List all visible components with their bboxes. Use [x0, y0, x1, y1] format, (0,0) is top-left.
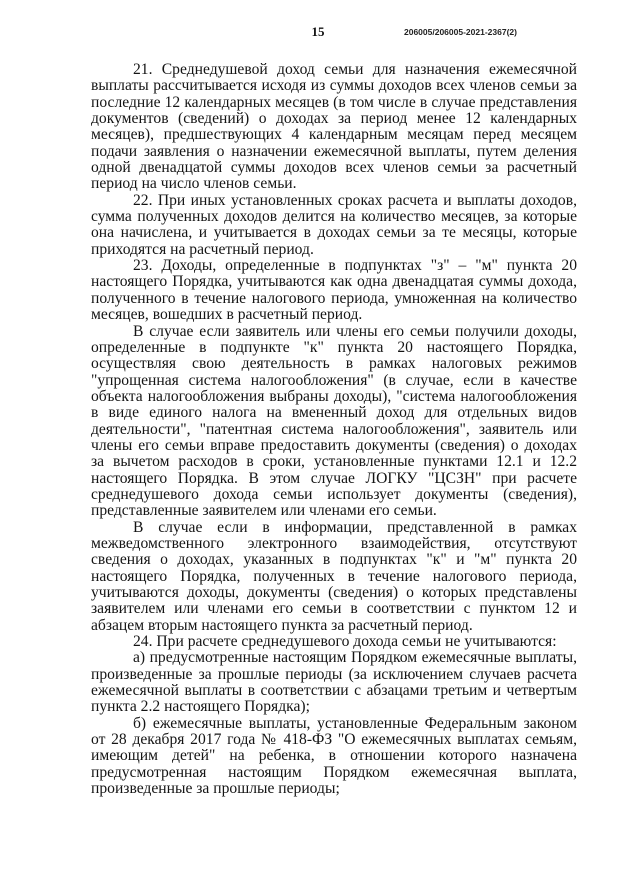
page-number: 15	[311, 24, 325, 39]
paragraph-24: 24. При расчете среднедушевого дохода семьи не учитываются:	[133, 633, 557, 651]
paragraph-23-part-3: В случае если в информации, представленной в рамках межведомственного электронного взаимодействия, отсутствуют сведения о доходах, указанных в подпунктах "к" и "м" пункта 20 настоящего Порядка, полученных в течение налогового периода, учитываются доходы, документы (сведения) о которых представлены заявителем или членами его семьи в соответствии с пунктом 12 и абзацем вторым настоящего пункта за расчетный период.	[91, 518, 577, 634]
paragraph-22: 22. При иных установленных сроках расчета и выплаты доходов, сумма полученных доходов делится на количество месяцев, за которые она начислена, и учитывается в доходах семьи за те месяцы, которые приходятся на расчетный период.	[91, 191, 577, 258]
paragraph-23: 23. Доходы, определенные в подпунктах "з" – "м" пункта 20 настоящего Порядка, учитываются как одна двенадцатая суммы дохода, полученного в течение налогового периода, умноженная на количество месяцев, вошедших в расчетный период.	[91, 257, 577, 324]
paragraph-24-item-a: а) предусмотренные настоящим Порядком ежемесячные выплаты, произведенные за прошлые периоды (за исключением случаев расчета ежемесячной выплаты в соответствии с абзацами третьим и четвертым пункта 2.2 настоящего Порядка);	[91, 649, 577, 716]
paragraph-21: 21. Среднедушевой доход семьи для назначения ежемесячной выплаты рассчитывается исходя из суммы доходов всех членов семьи за последние 12 календарных месяцев (в том числе в случае представления документов (сведений) о доходах за период менее 12 календарных месяцев), предшествующих 4 календарным месяцам перед месяцем подачи заявления о назначении ежемесячной выплаты, путем деления одной двенадцатой суммы доходов всех членов семьи за расчетный период на число членов семьи.	[91, 61, 577, 193]
paragraph-23-part-2: В случае если заявитель или члены его семьи получили доходы, определенные в подпункте "к" пункта 20 настоящего Порядка, осуществляя свою деятельность в рамках налоговых режимов "упрощенная система налогообложения" (в случае, если в качестве объекта налогообложения выбраны доходы), "система налогообложения в виде единого налога на вмененный доход для отдельных видов деятельности", "патентная система налогообложения", заявитель или члены его семьи вправе предоставить документы (сведения) о доходах за вычетом расходов в сроки, установленные пунктами 12.1 и 12.2 настоящего Порядка. В этом случае ЛОГКУ "ЦСЗН" при расчете среднедушевого дохода семьи использует документы (сведения), представленные заявителем или членами его семьи.	[91, 322, 577, 520]
document-body	[91, 62, 577, 797]
paragraph-24-item-b: б) ежемесячные выплаты, установленные Федеральным законом от 28 декабря 2017 года № 418-ФЗ "О ежемесячных выплатах семьям, имеющим детей" на ребенка, в отношении которого назначена предусмотренная настоящим Порядком ежемесячная выплата, произведенные за прошлые периоды;	[91, 714, 577, 798]
document-id: 206005/206005-2021-2367(2)	[404, 27, 517, 37]
